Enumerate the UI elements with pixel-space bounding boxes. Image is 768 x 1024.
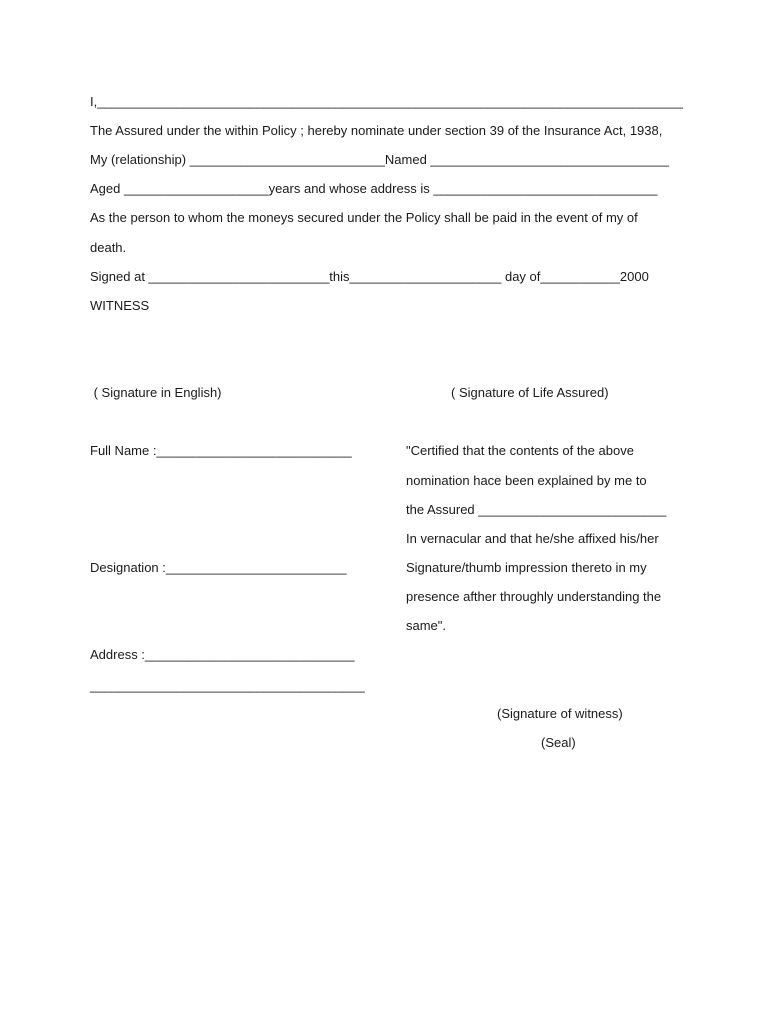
signature-of-life-assured-label: ( Signature of Life Assured) (451, 385, 609, 400)
signature-in-english-label: ( Signature in English) (90, 385, 222, 400)
seal-label: (Seal) (541, 735, 576, 750)
certification-line-4: In vernacular and that he/she affixed his/her (406, 531, 659, 546)
certification-line-5: Signature/thumb impression thereto in my (406, 560, 647, 575)
certification-line-7: same". (406, 618, 447, 633)
witness-full-name-field: Full Name :___________________________ (90, 443, 352, 458)
payment-statement: As the person to whom the moneys secured under the Policy shall be paid in the event of my of (90, 210, 638, 225)
nomination-statement: The Assured under the within Policy ; hereby nominate under section 39 of the Insurance Act, 1938, (90, 123, 663, 138)
witness-designation-field: Designation :_________________________ (90, 560, 347, 575)
nominator-name-line: I,_________________________________________________________________________________ (90, 94, 683, 109)
age-address-line: Aged ____________________years and whose address is _______________________________ (90, 181, 658, 196)
certification-line-1: "Certified that the contents of the above (406, 443, 634, 458)
witness-address-field: Address :_____________________________ (90, 647, 355, 662)
signed-at-line: Signed at _________________________this_____________________ day of___________2000 (90, 269, 649, 284)
relationship-name-line: My (relationship) ___________________________Named _________________________________ (90, 152, 670, 167)
witness-address-line-2: ______________________________________ (90, 678, 365, 693)
certification-line-6: presence afther throughly understanding the (406, 589, 662, 604)
certification-line-3: the Assured __________________________ (406, 502, 667, 517)
witness-heading: WITNESS (90, 298, 150, 313)
signature-of-witness-label: (Signature of witness) (497, 706, 623, 721)
certification-line-2: nomination hace been explained by me to (406, 473, 647, 488)
payment-statement-end: death. (90, 240, 127, 255)
